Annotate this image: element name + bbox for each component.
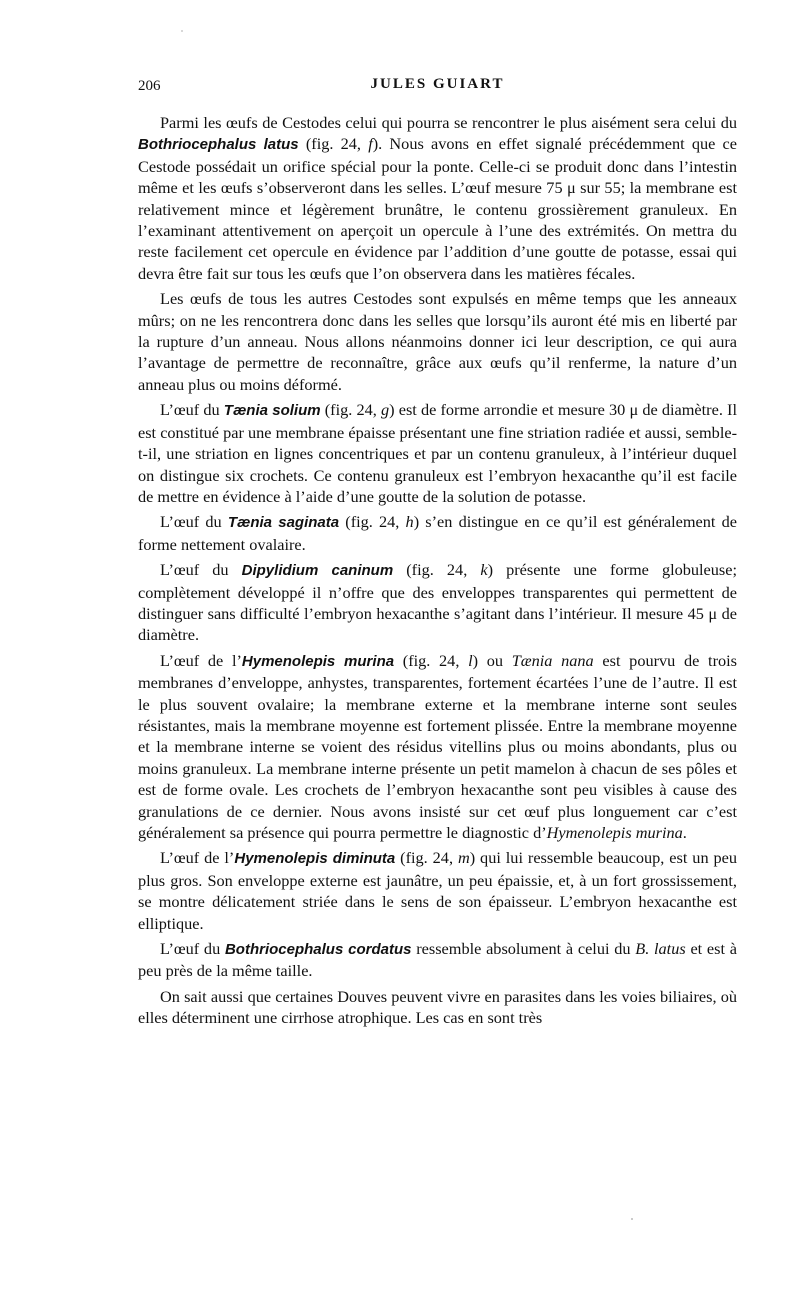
species-name: Dipylidium caninum (241, 562, 394, 580)
italic-species-name: B. latus (635, 939, 686, 959)
text-run: L’œuf du (160, 560, 242, 580)
paragraph-douves (138, 986, 737, 1029)
figure-letter: g (381, 400, 390, 420)
paragraph-taenia-solium (138, 399, 737, 507)
figure-letter: k (480, 560, 488, 580)
text-run: ). Nous avons en effet signalé précédemment que ce Cestode possédait un orifice spécial pour la ponte. Celle-ci se produit donc dans l’intestin même et les œufs s’observeront dans les selles. L’œuf mesure 75 μ sur 55; la membrane est relativement mince et légèrement brunâtre, le contenu grossièrement granuleux. En l’examinant attentivement on aperçoit un opercule à l’une des extrémités. On mettra du reste facilement cet opercule en évidence par l’addition d’une goutte de potasse, essai qui devra être fait sur tous les œufs que l’on observera dans les matières fécales. (138, 134, 737, 283)
text-run: Les œufs de tous les autres Cestodes sont expulsés en même temps que les anneaux mûrs; on ne les rencontrera donc dans les selles que lorsqu’ils auront été mis en liberté par la rupture d’un anneau. Nous allons néanmoins donner ici leur description, ce qui aura l’avantage de permettre de reconnaître, grâce aux œufs qu’il renferme, la nature d’un anneau plus ou moins déformé. (138, 289, 737, 394)
text-run: est pourvu de trois membranes d’enveloppe, anhystes, transparentes, fortement écartées l’une de l’autre. Il est le plus souvent ovalaire; la membrane externe et la membrane interne sont seules résistantes, mais la membrane moyenne est fortement plissée. Entre la membrane moyenne et la membrane interne se voient des résidus vitellins plus ou moins abondants, plus ou moins granuleux. La membrane interne présente un petit mamelon à chacun de ses pôles et est de forme ovale. Les crochets de l’embryon hexacanthe sont peu visibles à cause des granulations de ce dernier. Nous avons insisté sur cet œuf plus longuement car c’est généralement sa présence qui pourra permettre le diagnostic d’ (138, 650, 738, 842)
text-run: ressemble absolument à celui du (411, 939, 636, 959)
species-name: Tænia solium (223, 402, 321, 420)
page-number: 206 (138, 78, 161, 94)
text-run: ) qui lui ressemble beaucoup, est un peu plus gros. Son enveloppe externe est jaunâtre, un peu épaissie, et, à un fort grossissement, se montre délicatement striée dans le sens de son épaisseur. L’embryon hexacanthe est elliptique. (138, 848, 738, 933)
paragraph-taenia-saginata (138, 511, 737, 555)
paragraph-hymenolepis-murina (138, 650, 737, 844)
paragraph-bothriocephalus-cordatus (138, 938, 737, 982)
text-run: (fig. 24, (394, 650, 469, 670)
text-run: (fig. 24, (320, 400, 381, 420)
species-name: Bothriocephalus latus (138, 136, 299, 154)
text-run: ) ou (472, 650, 512, 670)
species-name: Hymenolepis murina (241, 652, 395, 670)
text-run: (fig. 24, (298, 134, 369, 154)
italic-species-name: Tænia nana (511, 650, 594, 670)
text-run: (fig. 24, (393, 560, 481, 580)
paragraph-bothriocephalus-latus (138, 112, 737, 284)
text-run: . (682, 823, 687, 842)
italic-species-name: Hymenolepis murina (546, 823, 683, 842)
text-run: Parmi les œufs de Cestodes celui qui pourra se rencontrer le plus aisément sera celui du (160, 113, 737, 132)
page-header (138, 76, 737, 100)
scan-speck (631, 1218, 633, 1220)
figure-letter: h (405, 512, 414, 532)
species-name: Bothriocephalus cordatus (224, 941, 412, 959)
text-run: L’œuf du (160, 939, 225, 959)
text-run: L’œuf de l’ (160, 650, 242, 670)
text-run: ) présente une forme globuleuse; complètement développé il n’offre que des enveloppes transparentes qui permettent de distinguer sans difficulté l’embryon hexacanthe s’agitant dans l’intérieur. Il mesure 45 μ de diamètre. (138, 560, 738, 645)
text-run: L’œuf du (160, 512, 228, 532)
text-run: On sait aussi que certaines Douves peuvent vivre en parasites dans les voies biliaires, où elles déterminent une cirrhose atrophique. Les cas en sont très (138, 986, 737, 1028)
paragraph-other-cestodes (138, 288, 737, 395)
species-name: Tænia saginata (227, 514, 340, 532)
running-head: JULES GUIART (370, 76, 505, 92)
text-run: ) est de forme arrondie et mesure 30 μ de diamètre. Il est constitué par une membrane épaisse présentant une fine striation radiée et aussi, semble-t-il, une striation en lignes concentriques et par un contenu granuleux, à l’intérieur duquel on distingue six crochets. Ce contenu granuleux est l’embryon hexacanthe qu’il est facile de mettre en évidence à l’aide d’une goutte de la solution de potasse. (138, 400, 738, 506)
body-text (138, 112, 737, 1029)
paragraph-hymenolepis-diminuta (138, 847, 737, 934)
species-name: Hymenolepis diminuta (234, 850, 396, 868)
text-run: (fig. 24, (395, 848, 458, 868)
text-run: ) s’en distingue en ce qu’il est généralement de forme nettement ovalaire. (138, 512, 737, 554)
text-run: L’œuf du (160, 400, 224, 420)
figure-letter: f (368, 134, 373, 154)
text-run: (fig. 24, (339, 512, 406, 532)
text-run: et est à peu près de la même taille. (138, 939, 737, 981)
text-run: L’œuf de l’ (160, 848, 235, 868)
paragraph-dipylidium-caninum (138, 559, 737, 646)
scan-speck (181, 30, 183, 32)
figure-letter: l (468, 650, 473, 670)
figure-letter: m (457, 848, 470, 868)
